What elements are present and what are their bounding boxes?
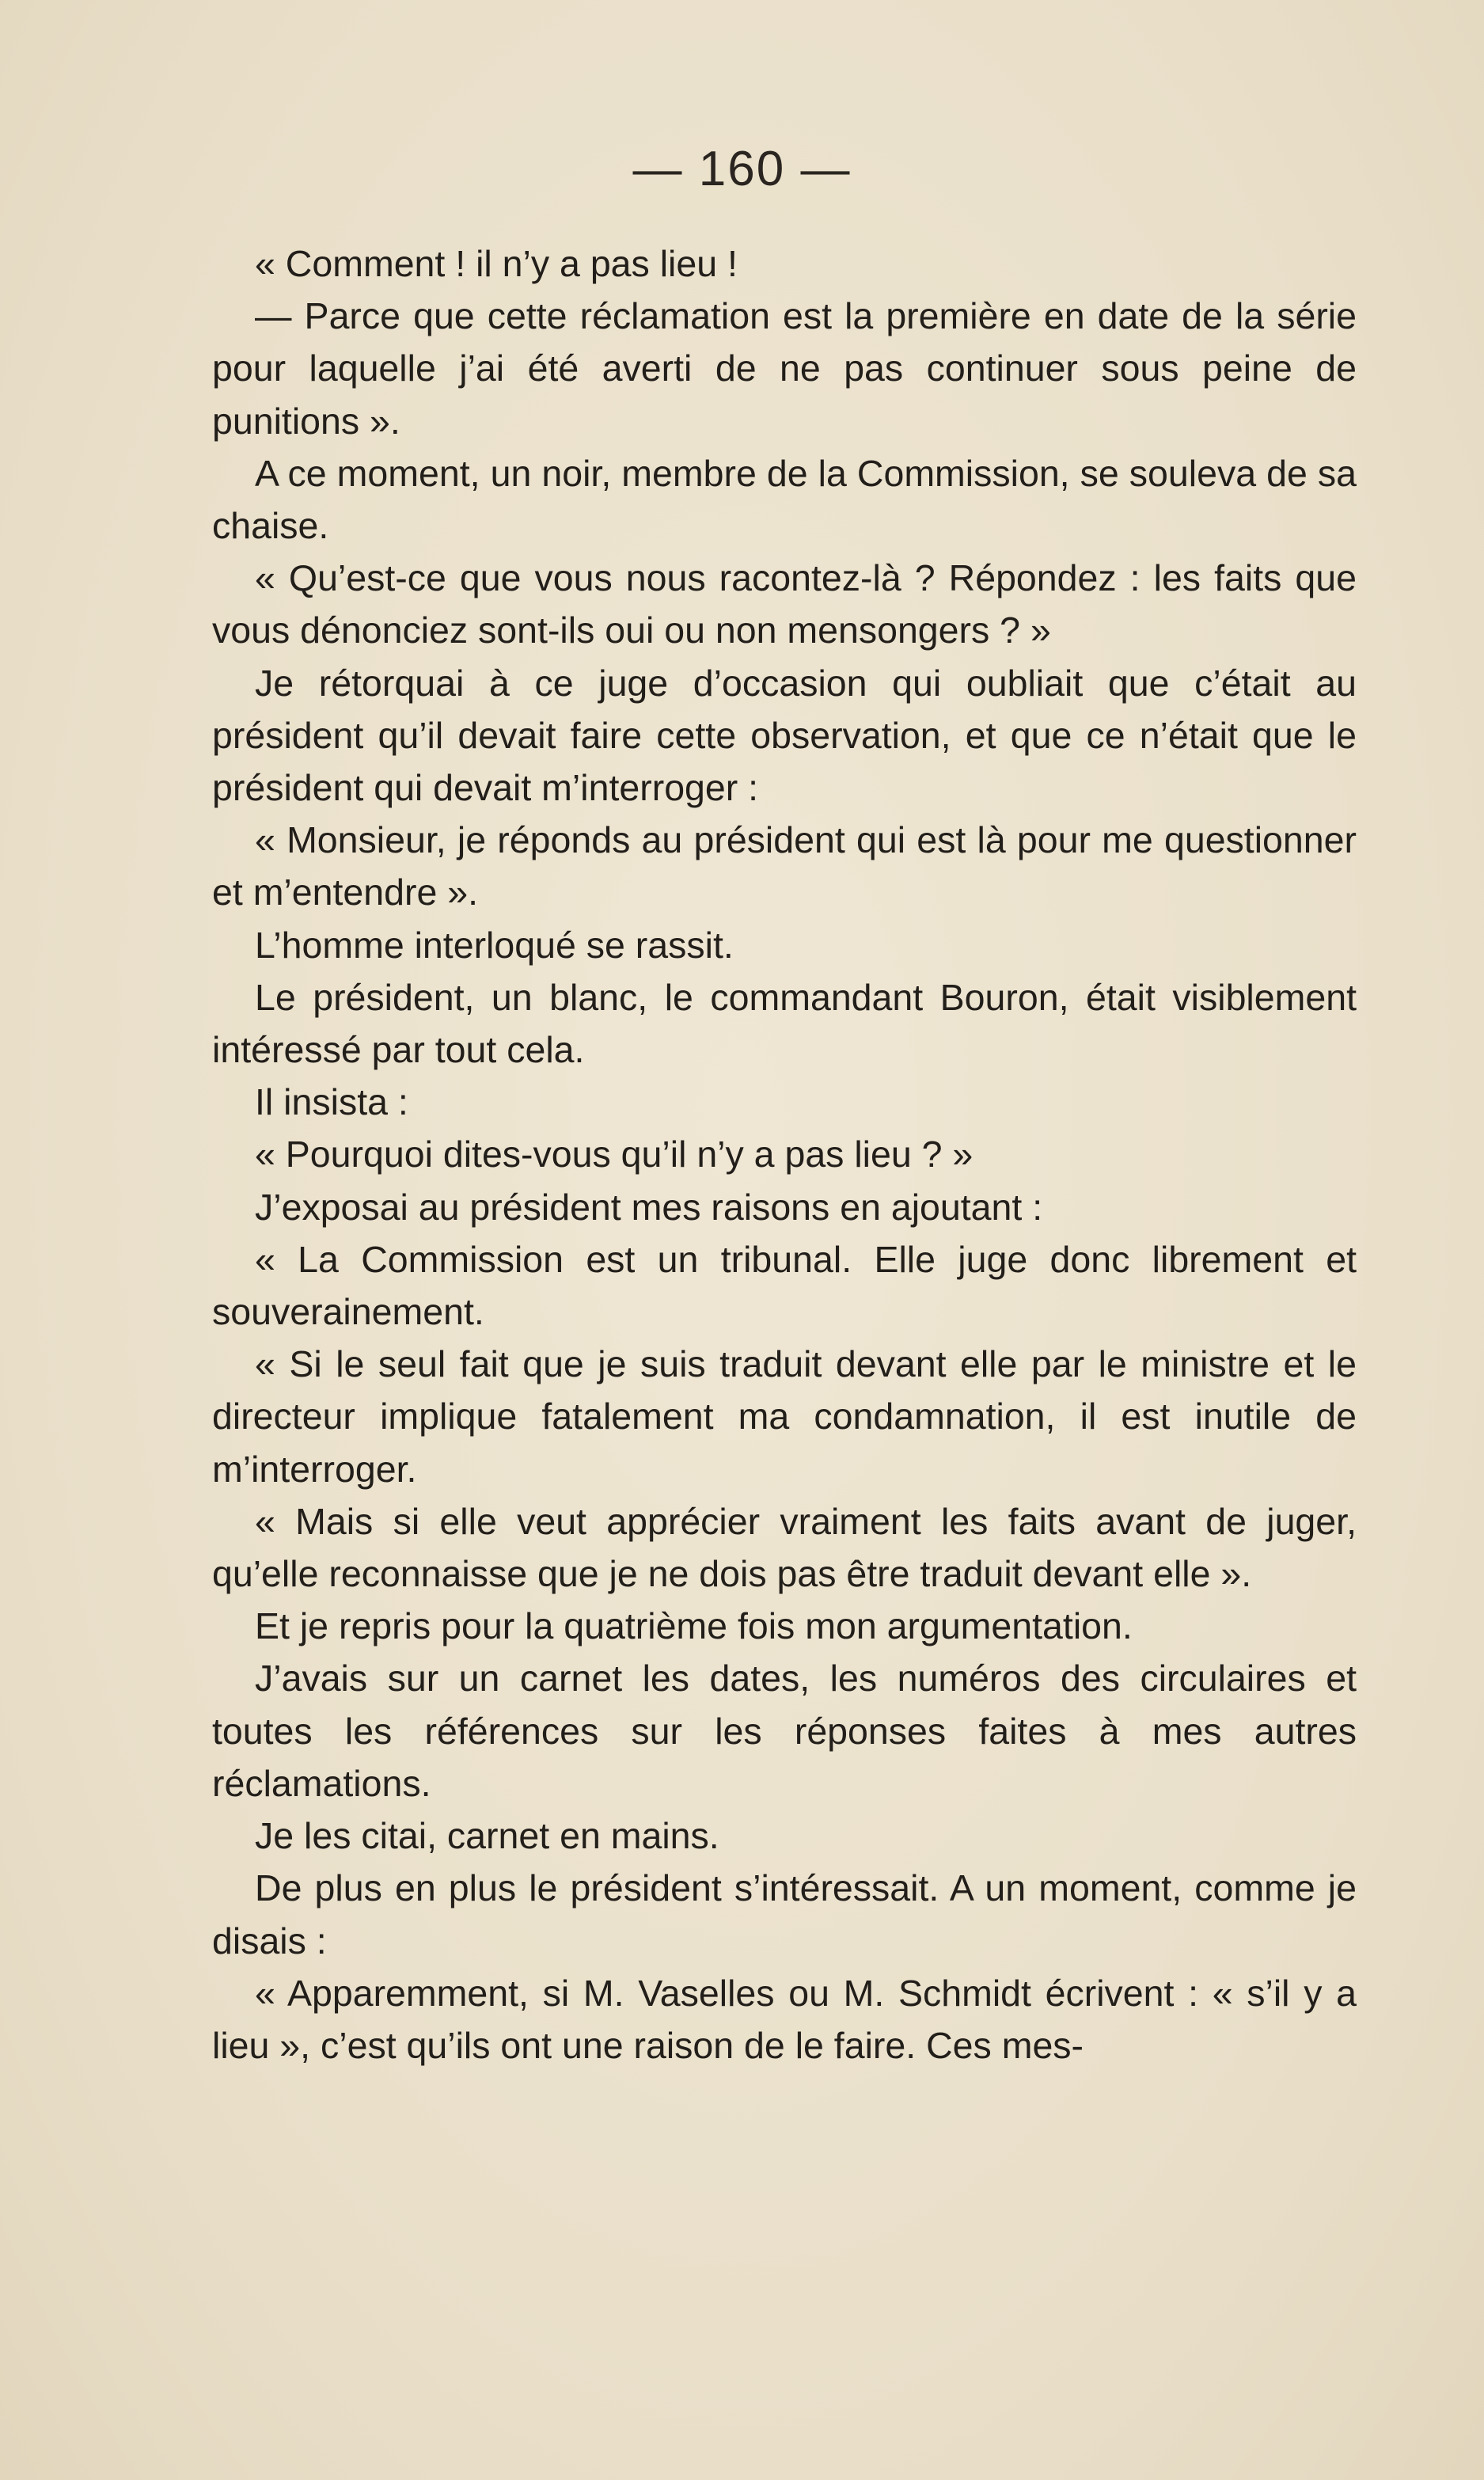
paragraph-19: « Apparemment, si M. Vaselles ou M. Schmidt écrivent : « s’il y a lieu », c’est qu’ils ont une raison de le faire. Ces mes- — [212, 1972, 1357, 2066]
paragraph-8: Le président, un blanc, le commandant Bouron, était visiblement intéressé par tout cela. — [212, 976, 1357, 1071]
paragraph-15: Et je repris pour la quatrième fois mon argumentation. — [255, 1605, 1133, 1647]
paragraph-18: De plus en plus le président s’intéressait. A un moment, comme je disais : — [212, 1867, 1357, 1962]
paragraph-10: « Pourquoi dites-vous qu’il n’y a pas lieu ? » — [255, 1134, 974, 1175]
paragraph-14: « Mais si elle veut apprécier vraiment les faits avant de juger, qu’elle reconnaisse que je ne dois pas être traduit devant elle ». — [212, 1500, 1357, 1595]
paragraph-9: Il insista : — [255, 1081, 408, 1123]
paragraph-12: « La Commission est un tribunal. Elle juge donc librement et souverainement. — [212, 1238, 1357, 1333]
paragraph-17: Je les citai, carnet en mains. — [255, 1815, 719, 1857]
paragraph-16: J’avais sur un carnet les dates, les numéros des circulaires et toutes les références sur les réponses faites à mes autres réclamations. — [212, 1658, 1357, 1804]
paragraph-11: J’exposai au président mes raisons en ajoutant : — [255, 1186, 1043, 1228]
paragraph-5: Je rétorquai à ce juge d’occasion qui oubliait que c’était au président qu’il devait faire cette observation, et que ce n’était que le président qui devait m’interroger : — [212, 662, 1357, 809]
page-number: — 160 — — [632, 142, 852, 196]
body-text — [212, 237, 1357, 2072]
paragraph-6: « Monsieur, je réponds au président qui est là pour me questionner et m’entendre ». — [212, 819, 1357, 913]
paragraph-7: L’homme interloqué se rassit. — [255, 924, 734, 966]
paragraph-1: « Comment ! il n’y a pas lieu ! — [255, 243, 738, 284]
paragraph-13: « Si le seul fait que je suis traduit devant elle par le ministre et le directeur implique fatalement ma condamnation, il est inutile de m’interroger. — [212, 1343, 1357, 1490]
paragraph-3: A ce moment, un noir, membre de la Commission, se souleva de sa chaise. — [212, 452, 1357, 547]
paragraph-2: — Parce que cette réclamation est la première en date de la série pour laquelle j’ai été averti de ne pas continuer sous peine de punitions ». — [212, 295, 1357, 442]
paragraph-4: « Qu’est-ce que vous nous racontez-là ? Répondez : les faits que vous dénonciez sont-ils oui ou non mensongers ? » — [212, 557, 1357, 651]
